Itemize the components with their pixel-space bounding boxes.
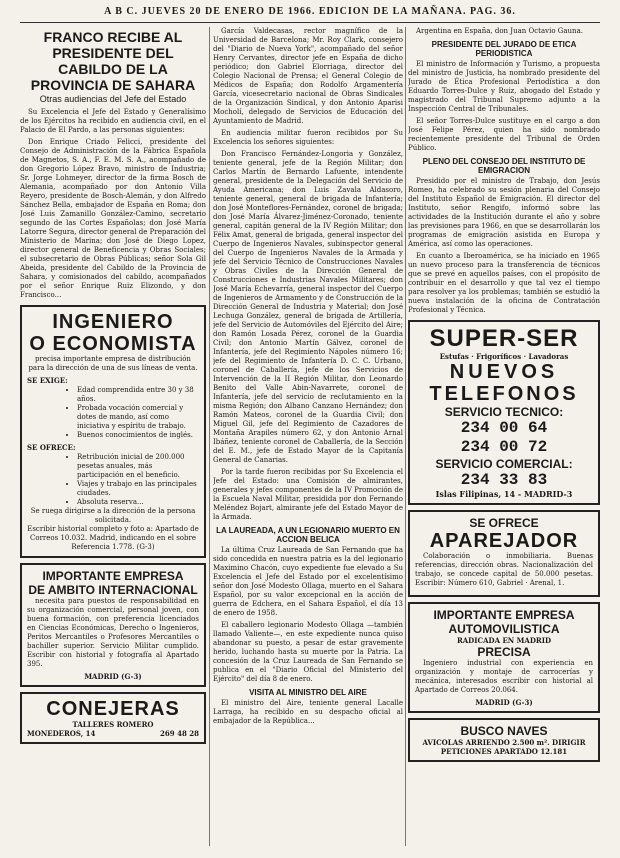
company-ad-text: necesita para puestos de responsabilidad en su organización comercial, personal joven, con buena formación, con preferencia licenciados en Ciencias Económicas, Derecho o Ingenieros, Peritos Mercantiles o Profesores Mercantiles o bachiller superior. Servicio Militar cumplido. Escribir con historial y fotografía al Apartado 395. — [27, 597, 199, 668]
aparejador-top: SE OFRECE — [469, 516, 539, 530]
list-item: • Buenos conocimientos de inglés. — [77, 431, 199, 440]
header-rule — [20, 22, 600, 23]
article-paragraph: El señor Torres-Dulce sustituye en el cargo a don José Felipe Pérez, quien ha sido nombrado recientemente presidente del Tribunal de Orden Público. — [408, 117, 600, 152]
commercial-service-label: SERVICIO COMERCIAL: — [435, 457, 573, 471]
list-item: • Edad comprendida entre 30 y 38 años. — [77, 386, 199, 404]
pleno-headline: PLENO DEL CONSEJO DEL INSTITUTO DE EMIGRACION — [422, 157, 586, 175]
required-list — [37, 386, 199, 440]
article-paragraph: García Valdecasas, rector magnífico de la Universidad de Barcelona; Mr. Roy Clark, consejero del "Diario de Nueva York", acompañado del señor Henry Cervantes, director jefe en España de dicho periódico; don Gabriel Elorriaga, director del Colegio Nacional de Prensa; el General Colegio de Médicos de España; don Rodolfo Argamentería García, vicesecretario nacional de Obras Sindicales de la Organización Sindical, y don Antonio Aparisi Mocholí, delegado de Servicios de Educación del Ayuntamiento de Madrid. — [213, 27, 403, 125]
engineer-ad-intro: precisa importante empresa de distribución para la dirección de una de sus líneas de venta. — [28, 355, 198, 372]
engineer-ad-title: INGENIERO — [52, 311, 174, 333]
aparejador-title: APAREJADOR — [429, 530, 579, 552]
aparejador-ad — [408, 510, 600, 597]
auto-ad-sub: RADICADA EN MADRID — [456, 636, 552, 645]
naves-line: AVICOLAS ARRIENDO 2.500 m². DIRIGIR PETICIONES APARTADO 12.181 — [422, 738, 586, 756]
article-paragraph: El ministro de Información y Turismo, a propuesta del ministro de Justicia, ha nombrado presidente del Jurado de Ética Profesional Periodística a don Eduardo Torres-Dulce y Ruiz, abogado del Estado y magistrado del Tribunal Supremo adjunto a la Inspección Central de Tribunales. — [408, 60, 600, 113]
engineer-ad — [20, 305, 206, 558]
company-ad-title-2: DE AMBITO INTERNACIONAL — [28, 583, 198, 597]
company-ad-title: IMPORTANTE EMPRESA — [42, 569, 184, 583]
franco-headline: FRANCO RECIBE AL PRESIDENTE DEL CABILDO DE LA PROVINCIA DE SAHARA — [30, 29, 196, 93]
article-paragraph: Su Excelencia el Jefe del Estado y Generalísimo de los Ejércitos ha recibido en audiencia civil, en el Palacio de El Pardo, a las personas siguientes: — [20, 108, 206, 134]
article-paragraph: Argentina en España, don Juan Octavio Gauna. — [416, 27, 583, 35]
conejeras-title: CONEJERAS — [46, 698, 180, 720]
page-header: A B C. JUEVES 20 DE ENERO DE 1966. EDICION DE LA MAÑANA. PAG. 36. — [104, 6, 516, 17]
auto-ad-verb: PRECISA — [477, 645, 531, 659]
engineer-ad-contact: Escribir historial completo y foto a: Apartado de Correos 10.032. Madrid, indicando en el sobre Referencia 1.778. (G-3) — [27, 525, 199, 551]
auto-ad-text: Ingeniero industrial con experiencia en organización y montaje de carrocerías y mecánica, interesados escribir con historial al Apartado de Correos 20.064. — [415, 659, 593, 694]
auto-ad-title-2: AUTOMOVILISTICA — [448, 622, 560, 636]
article-paragraph: El caballero legionario Modesto Ollaga —también llamado Valiente—, en este expediente nunca quiso abandonar su puesto, a pesar de estar gravemente herido, luchando hasta su muerte por la Patria. La concesión de la Cruz Laureada de San Fernando se publica en el "Diario Oficial del Ministerio del Ejército" del día 8 de enero. — [213, 621, 403, 683]
company-ad — [20, 563, 206, 687]
list-item: • Retribución inicial de 200.000 pesetas anuales, más participación en el beneficio. — [77, 453, 199, 480]
company-ad-city: MADRID (G-3) — [84, 672, 142, 681]
column-1 — [20, 27, 206, 749]
tech-service-label: SERVICIO TECNICO: — [444, 405, 564, 419]
column-divider — [405, 27, 406, 846]
aparejador-text: Colaboración o inmobiliaria. Buenas referencias, dirección obras. Nacionalización del trabajo, se concede capital de 50.000 pesetas. Escribir: Número 610, Gabriel · Arenal, 1. — [415, 552, 593, 587]
article-paragraph: Don Enrique Criado Felicci, presidente del Consejo de Administración de la Fábrica Española de Magnetos, S. A., F. E. M. S. A., acompañado de don Gregorio López Bravo, ministro de Industria; Sr. Jorge Lohmeyer, director de la firma Bosch de Alemania, acompañado por don Antonio Villa Reyero, presidente de Bosch-Alemán, y don Alfredo Sánchez Bella, embajador de España en Roma; don José Luis Zamanillo González-Camino, secretario segundo de las Cortes Españolas; don José María Latorre Segura, director general de Preparación del Ministerio de Marina; don José de Diego Lopez, director general de Beneficencia y Obras Sociales; el subsecretario de Obras Públicas; señor Sola Gil Abeida, presidente del Cabildo de la Provincia de Sahara, y comisionados del cabildo, acompañados por el señor Enrique Ruiz Elizondo, y don Francisco... — [20, 138, 206, 299]
offered-list — [37, 453, 199, 507]
column-2 — [213, 27, 403, 729]
superser-news-1: NUEVOS — [449, 361, 559, 383]
conejeras-ad — [20, 692, 206, 744]
conejeras-subtitle: TALLERES ROMERO — [72, 720, 154, 729]
auto-ad-title: IMPORTANTE EMPRESA — [433, 608, 575, 622]
tech-phone: 234 00 72 — [460, 438, 548, 456]
franco-subhead: Otras audiencias del Jefe del Estado — [39, 94, 187, 104]
conejeras-contact — [27, 729, 199, 738]
conejeras-address: MONEDEROS, 14 — [27, 729, 96, 738]
article-paragraph: Presidido por el ministro de Trabajo, don Jesús Romeo, ha celebrado su sesión plenaria del Consejo del Instituto Español de Emigración. El director del Instituto, señor Rengifo, informó sobre las actividades de la Institución durante el año y sobre las previsiones para 1966, en que se desarrollarán los programas de emigración asistida en Europa y América, así como las operaciones. — [408, 177, 600, 248]
offered-label: SE OFRECE: — [27, 443, 76, 452]
naves-ad — [408, 718, 600, 762]
tech-phone: 234 00 64 — [460, 419, 548, 437]
list-item: • Absoluta reserva... — [77, 498, 199, 507]
laureada-headline: LA LAUREADA, A UN LEGIONARIO MUERTO EN ACCION BELICA — [216, 526, 400, 544]
superser-address: Islas Filipinas, 14 - MADRID-3 — [435, 489, 573, 499]
jurado-headline: PRESIDENTE DEL JURADO DE ETICA PERIODISTICA — [431, 40, 577, 58]
list-item: • Probada vocación comercial y dotes de mando, así como iniciativa y espíritu de trabajo. — [77, 404, 199, 431]
naves-title: BUSCO NAVES — [460, 724, 548, 738]
commercial-phone: 234 33 83 — [460, 471, 548, 489]
engineer-ad-note: Se ruega dirigirse a la dirección de la persona solicitada. — [30, 507, 196, 524]
article-paragraph: El ministro del Aire, teniente general Lacalle Larraga, ha recibido en su despacho oficial al embajador de la República... — [213, 699, 403, 725]
article-paragraph: En audiencia militar fueron recibidos por Su Excelencia los señores siguientes: — [213, 129, 403, 146]
article-paragraph: Don Francisco Fernández-Longoria y González, teniente general, jefe de la Región Militar; don Carlos Martín de Bernardo Lafuente, intendente general, presidente de la Delegación del Servicio de Ayuda Americana; don Luis Zavala Aldasoro, teniente general, general de brigada de Infantería; don José Monteflores-Fernández, coronel de brigada; don José María Álvarez-Jiménez-Coronado, teniente general, capitán general de la IV Región Militar; don Félix Amat, general de brigada, general inspector del Cuerpo de Ingenieros Navales, subinspector general del Cuerpo de Ingenieros Navales de la Armada y jefe del Servicio Técnico de Construcciones Navales y Obras Civiles de la Dirección General de Construcciones e Industrias Navales Militares; don José María Echevarría, general inspector del Cuerpo de Ingenieros de Armamento y de Construcción de la Dirección General de Industria y Material; don José Lechuga González, general de brigada de Artillería, jefe del Servicio de Automóviles del Ejército del Aire; don Ramón Losada Pérez, coronel de la Guardia Civil; don Antonio Martín Gálvez, coronel de Infantería, jefe del Regimiento Nápoles número 16; jefe del Regimiento de Infantería D. C. C. Urbano, coronel de Caballería, jefe de los Servicios de Intervención de la II Región Militar, don Leonardo Benito del Valle Abin-Navarrete, coronel de Infantería, jefe del servicio de reclutamiento en la misma Región; don Albano Canzano Hernández; don Ramón Mateos, coronel de la Guardia Civil; don Miguel Gil, jefe del Regimiento de Cazadores de Montaña Arapiles número 62, y don Antonio Arnal Ibáñez, teniente coronel de Caballería, de la Sección del E. M., jefe de Estado Mayor de la Capitanía General de Canarias. — [213, 150, 403, 464]
conejeras-phone: 269 48 28 — [160, 729, 199, 738]
article-paragraph: En cuanto a Iberoamérica, se ha iniciado en 1965 un nuevo proceso para la transferencia de técnicos que se prevé en aquellos países, con el propósito de contribuir en el desarrollo y que tal vez el tiempo para resolver ya los problemas; también se estudió la nueva instalación de la oficina de Contratación Profesional y Técnica. — [408, 252, 600, 314]
superser-sub: Estufas · Frigoríficos · Lavadoras — [439, 352, 569, 361]
article-paragraph: La última Cruz Laureada de San Fernando que ha sido concedida en nuestra patria es la del legionario Maximino Chacón, cuyo expediente fue elevado a Su Excelencia el Jefe del Estado por el excelentísimo señor don José Modesto Ollaga, muerto en el Sahara Español, por su valor excepcional en la acción de guerra de Edchera, en el Sahara Español, el día 13 de enero de 1958. — [213, 546, 403, 617]
column-3 — [408, 27, 600, 767]
auto-ad — [408, 602, 600, 713]
visita-headline: VISITA AL MINISTRO DEL AIRE — [249, 688, 367, 697]
superser-news-2: TELEFONOS — [429, 383, 579, 405]
superser-ad — [408, 320, 600, 505]
list-item: • Viajes y trabajo en las principales ciudades. — [77, 480, 199, 498]
column-divider — [209, 27, 210, 846]
superser-title: SUPER-SER — [429, 325, 579, 352]
required-label: SE EXIGE: — [27, 376, 68, 385]
engineer-ad-title-2: O ECONOMISTA — [29, 333, 197, 355]
auto-ad-city: MADRID (G-3) — [475, 698, 533, 707]
article-paragraph: Por la tarde fueron recibidas por Su Excelencia el Jefe del Estado: una Comisión de almirantes, generales y jefes componentes de la IV Promoción de la Escuela Naval Militar, presidida por don Fernando Meléndez Bojart, almirante jefe del Estado Mayor de la Armada. — [213, 468, 403, 521]
